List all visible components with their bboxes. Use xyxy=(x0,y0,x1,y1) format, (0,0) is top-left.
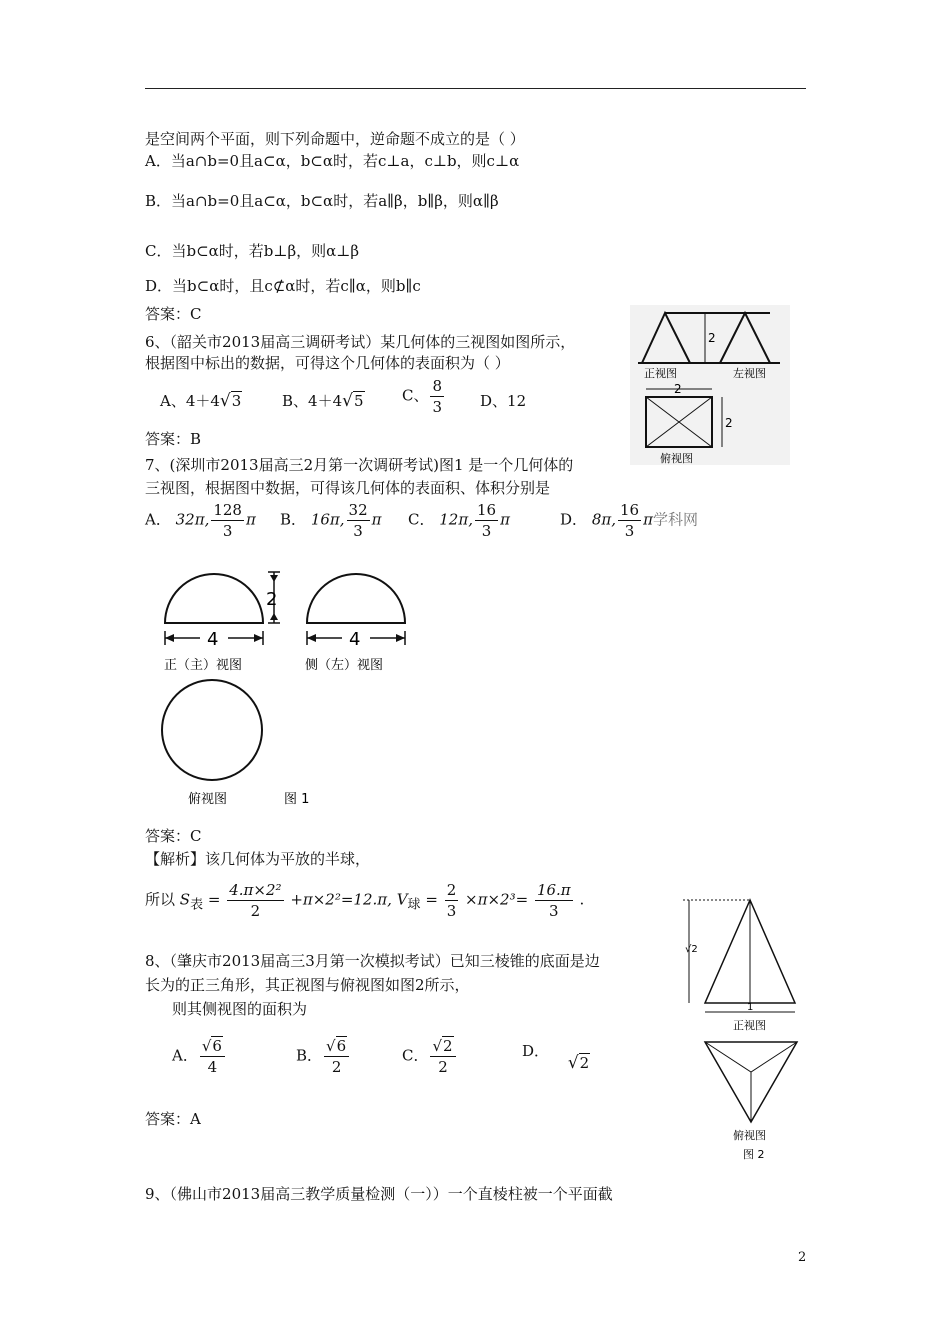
page-number: 2 xyxy=(798,1250,807,1265)
q8-front-label: 正视图 xyxy=(733,1019,766,1032)
q6-option-a: A、4＋4√3 xyxy=(160,391,242,411)
q9-line1: 9、（佛山市2013届高三教学质量检测（一））一个直棱柱被一个平面截 xyxy=(145,1185,613,1203)
q5-stem: 是空间两个平面，则下列命题中，逆命题不成立的是（ ） xyxy=(145,130,525,148)
q7-top-label: 俯视图 xyxy=(188,792,228,807)
q8-height-rad: 2 xyxy=(691,944,698,955)
q6-answer: 答案：B xyxy=(145,430,202,448)
q5-option-c: C．当b⊂α时，若b⊥β，则α⊥β xyxy=(145,242,360,260)
q8-option-b: B． $\frac{√6}{2}$ xyxy=(296,1036,351,1077)
q6-option-c: C、 $\frac{8}{3}$ xyxy=(402,377,443,416)
q5-answer: 答案：C xyxy=(145,305,202,323)
q6-option-b: B、4＋4√5 xyxy=(282,391,364,411)
q8-figure-caption: 图 2 xyxy=(743,1148,765,1161)
q8-line2: 长为的正三角形，其正视图与俯视图如图2所示， xyxy=(145,976,470,994)
q7-side-label: 侧（左）视图 xyxy=(305,658,384,673)
q6-depth-label: 2 xyxy=(725,416,733,430)
q8-line3: 则其侧视图的面积为 xyxy=(172,1000,308,1018)
q7-height-label: 2 xyxy=(266,589,278,610)
q7-analysis: 【解析】该几何体为平放的半球， xyxy=(145,850,371,868)
q7-side-width-label: 4 xyxy=(349,629,361,650)
q7-side-semicircle xyxy=(307,574,405,623)
q6-top-label: 俯视图 xyxy=(660,452,693,465)
q7-front-width-label: 4 xyxy=(207,629,219,650)
header-rule xyxy=(145,88,806,89)
q5-option-b: B．当a∩b=0且a⊂α，b⊂α时，若a∥β，b∥β，则α∥β xyxy=(145,192,499,210)
q8-width-label: 1 xyxy=(747,1002,754,1013)
q7-option-d: D． 8π, $\frac{16}{3}$ π学科网 xyxy=(560,501,698,540)
q8-option-a: A． $\frac{√6}{4}$ xyxy=(172,1036,227,1077)
q7-answer: 答案：C xyxy=(145,827,202,845)
q7-three-view-figure xyxy=(150,565,420,815)
q5-option-d: D．当b⊂α时，且c⊄α时，若c∥α，则b∥c xyxy=(145,277,421,295)
q6-line2: 根据图中标出的数据，可得这个几何体的表面积为（ ） xyxy=(145,354,510,372)
q6-left-label: 左视图 xyxy=(733,367,766,380)
q8-answer: 答案：A xyxy=(145,1110,201,1128)
q6-height-label: 2 xyxy=(708,331,716,345)
q7-formula: 所以 $S_表$ = $\frac{\text{4.π×2²}}{2}$ +π×2²=12.π, $V_球$ = $\frac{2}{3}$ ×π×2³= $\frac{16.\pi}{3}$ . xyxy=(145,881,585,920)
q6-front-label: 正视图 xyxy=(644,367,677,380)
q7-line2: 三视图，根据图中数据，可得该几何体的表面积、体积分别是 xyxy=(145,479,551,497)
q8-figure xyxy=(675,890,815,1165)
q7-front-label: 正（主）视图 xyxy=(164,658,243,673)
q8-option-c: C． $\frac{√2}{2}$ xyxy=(402,1036,458,1077)
q7-front-semicircle xyxy=(165,574,263,623)
q7-option-c: C． 12π, $\frac{16}{3}$ π xyxy=(408,501,510,540)
q7-option-b: B． 16π, $\frac{32}{3}$ π xyxy=(280,501,382,540)
q8-option-d: D． √2 xyxy=(522,1042,590,1073)
q8-line1: 8、（肇庆市2013届高三3月第一次模拟考试）已知三棱锥的底面是边 xyxy=(145,952,600,970)
q6-three-view-figure xyxy=(630,305,790,465)
q6-width-label: 2 xyxy=(674,382,682,396)
q5-option-a: A．当a∩b=0且a⊂α，b⊂α时，若c⊥a，c⊥b，则c⊥α xyxy=(145,152,520,170)
q8-top-label: 俯视图 xyxy=(733,1129,766,1142)
q7-top-circle xyxy=(162,680,262,780)
q7-watermark: 学科网 xyxy=(652,510,698,529)
q7-option-a: A． 32π, $\frac{128}{3}$ π xyxy=(145,501,256,540)
q6-option-d: D、12 xyxy=(480,392,527,410)
q8-height-label: √2 xyxy=(685,944,698,955)
q6-line1: 6、（韶关市2013届高三调研考试）某几何体的三视图如图所示， xyxy=(145,333,576,351)
q7-line1: 7、(深圳市2013届高三2月第一次调研考试)图1 是一个几何体的 xyxy=(145,456,574,474)
q7-figure-caption: 图 1 xyxy=(284,792,310,807)
